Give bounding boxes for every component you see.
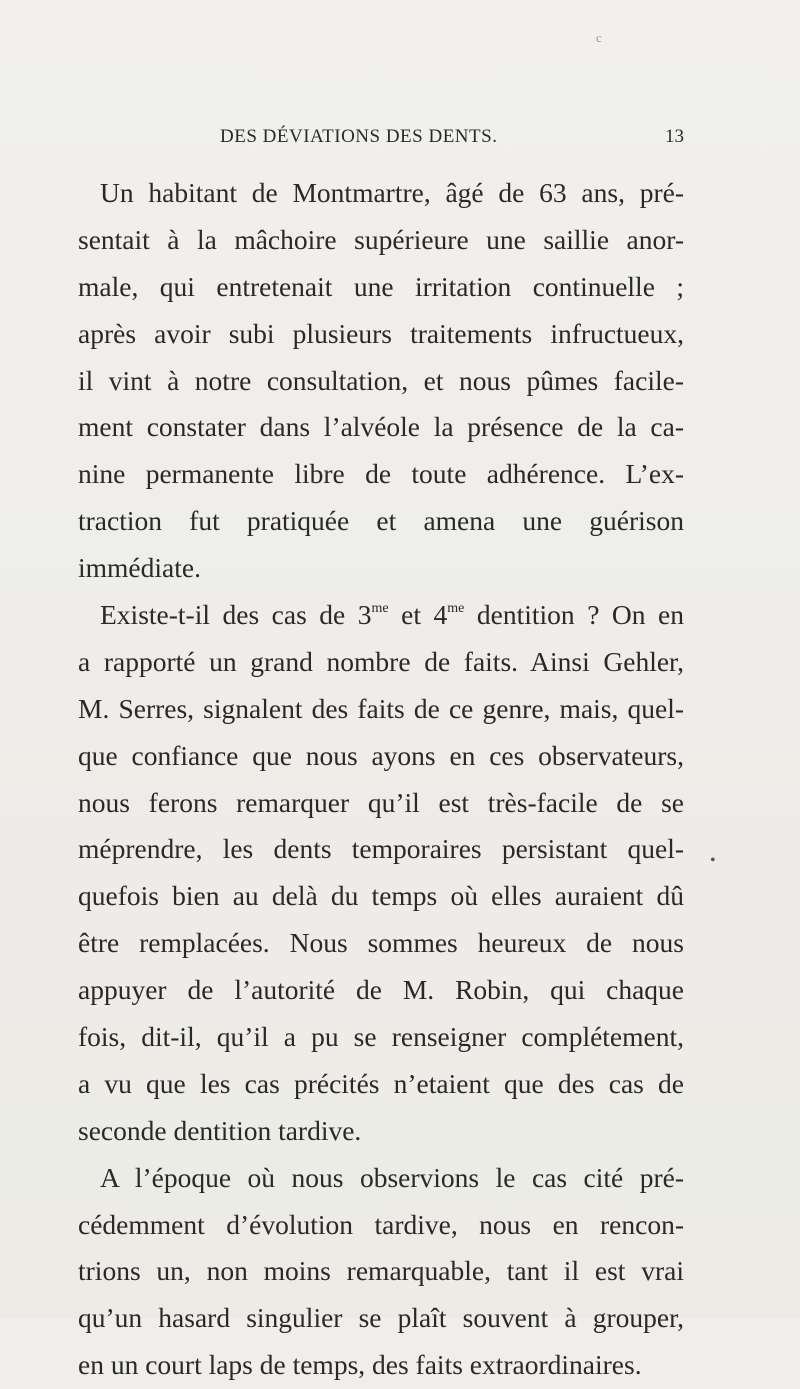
text-line: fois, dit-il, qu’il a pu se renseigner complétement, (78, 1021, 684, 1053)
text-line: seconde dentition tardive. (78, 1114, 362, 1146)
text-line: nine permanente libre de toute adhérence. L’ex- (78, 458, 684, 490)
text-line: Un habitant de Montmartre, âgé de 63 ans, pré- (100, 177, 684, 208)
text-fragment: et 4 (388, 599, 448, 631)
text-line: a vu que les cas précités n’etaient que des cas de (78, 1067, 684, 1099)
text-line: quefois bien au delà du temps où elles auraient dû (78, 880, 684, 912)
text-line: trions un, non moins remarquable, tant il est vrai (78, 1255, 684, 1287)
text-line-with-superscripts (78, 592, 684, 639)
text-line: méprendre, les dents temporaires persistant quel- (78, 833, 684, 865)
text-line: que confiance que nous ayons en ces observateurs, (78, 739, 684, 771)
text-line: ment constater dans l’alvéole la présence de la ca- (78, 411, 684, 443)
text-line: M. Serres, signalent des faits de ce genre, mais, quel- (78, 692, 684, 724)
text-line: sentait à la mâchoire supérieure une saillie anor- (78, 223, 684, 255)
page-number: 13 (665, 126, 684, 147)
ordinal-superscript: me (371, 601, 389, 617)
text-line: en un court laps de temps, des faits extraordinaires. (78, 1349, 642, 1381)
text-fragment: dentition ? On en (464, 599, 684, 631)
text-line: immédiate. (78, 552, 201, 584)
text-line: a rapporté un grand nombre de faits. Ainsi Gehler, (78, 645, 684, 677)
text-line: qu’un hasard singulier se plaît souvent à grouper, (78, 1302, 684, 1334)
margin-mark: • (710, 852, 716, 869)
text-line: être remplacées. Nous sommes heureux de nous (78, 927, 684, 959)
ordinal-superscript: me (447, 601, 465, 617)
corner-mark: c (596, 30, 602, 45)
text-line: nous ferons remarquer qu’il est très-facile de se (78, 786, 684, 818)
page-header (78, 126, 684, 156)
text-line: traction fut pratiquée et amena une guérison (78, 505, 684, 537)
text-line: appuyer de l’autorité de M. Robin, qui chaque (78, 974, 684, 1006)
running-title: DES DÉVIATIONS DES DENTS. (220, 126, 498, 147)
text-line: male, qui entretenait une irritation continuelle ; (78, 270, 684, 302)
text-line: cédemment d’évolution tardive, nous en rencon- (78, 1208, 684, 1240)
body-text (78, 170, 684, 1389)
text-fragment: Existe-t-il des cas de 3 (100, 599, 372, 631)
text-line: après avoir subi plusieurs traitements infructueux, (78, 317, 684, 349)
text-line: A l’époque où nous observions le cas cité pré- (100, 1161, 684, 1193)
text-line: il vint à notre consultation, et nous pûmes facile- (78, 364, 684, 396)
